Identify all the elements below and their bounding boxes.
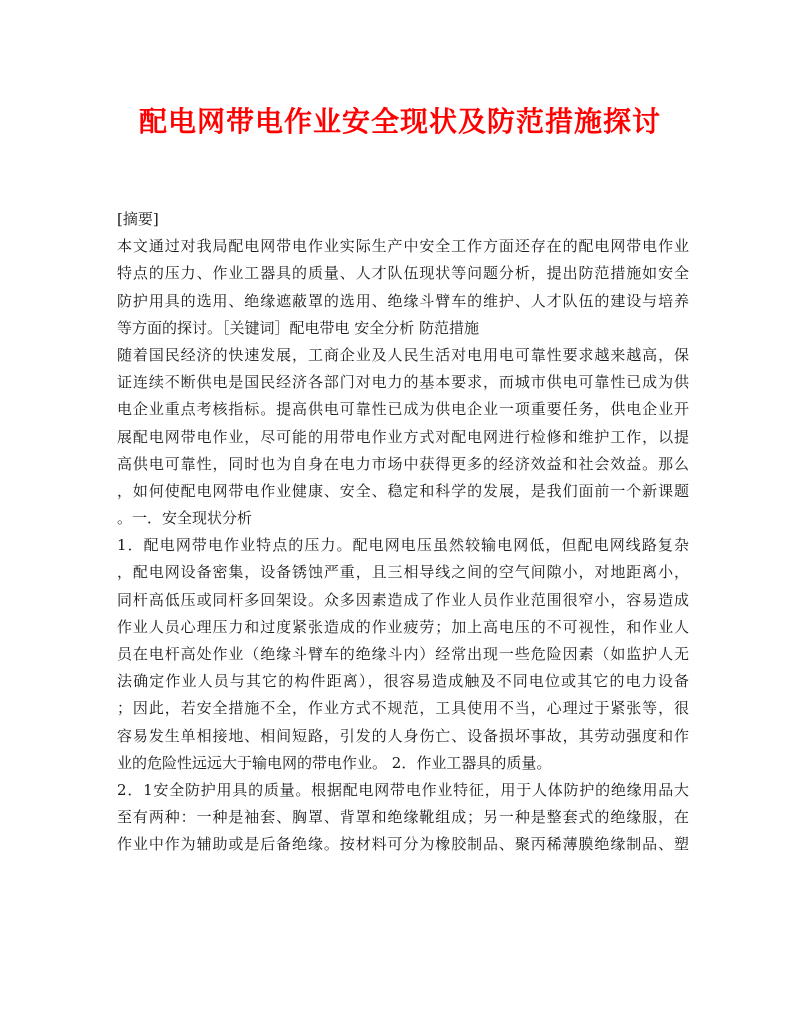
paragraph-line: ，配电网设备密集，设备锈蚀严重，且三相导线之间的空气间隙小，对地距离小， <box>117 563 689 582</box>
paragraph-line: 业的危险性远远大于输电网的带电作业。 2．作业工器具的质量。 <box>117 753 552 772</box>
paragraph-line: 本文通过对我局配电网带电作业实际生产中安全工作方面还存在的配电网带电作业 <box>117 237 689 256</box>
document-title: 配电网带电作业安全现状及防范措施探讨 <box>138 105 661 138</box>
paragraph-line: 等方面的探讨。［关键词］配电带电 安全分析 防范措施 <box>117 318 480 337</box>
paragraph-line: 2．1安全防护用具的质量。根据配电网带电作业特征，用于人体防护的绝缘用品大 <box>117 780 689 799</box>
paragraph-line: 法确定作业人员与其它的构件距离），很容易造成触及不同电位或其它的电力设备 <box>117 672 689 691</box>
abstract-heading: [摘要] <box>117 210 159 228</box>
paragraph-line: 证连续不断供电是国民经济各部门对电力的基本要求，而城市供电可靠性已成为供 <box>117 373 689 392</box>
paragraph-line: 同杆高低压或同杆多回架设。众多因素造成了作业人员作业范围很窄小，容易造成 <box>117 590 689 609</box>
paragraph-line: 员在电杆高处作业（绝缘斗臂车的绝缘斗内）经常出现一些危险因素（如监护人无 <box>117 645 689 663</box>
paragraph-line: ，如何使配电网带电作业健康、安全、稳定和科学的发展，是我们面前一个新课题 <box>117 481 689 500</box>
paragraph-line: 容易发生单相接地、相间短路，引发的人身伤亡、设备损坏事故，其劳动强度和作 <box>117 726 689 745</box>
section-heading: 。一．安全现状分析 <box>117 509 253 528</box>
paragraph-line: 至有两种：一种是袖套、胸罩、背罩和绝缘靴组成；另一种是整套式的绝缘服，在 <box>117 808 689 827</box>
paragraph-line: 1．配电网带电作业特点的压力。配电网电压虽然较输电网低，但配电网线路复杂 <box>117 536 689 555</box>
paragraph-line: 作业中作为辅助或是后备绝缘。按材料可分为橡胶制品、聚丙稀薄膜绝缘制品、塑 <box>117 835 689 854</box>
paragraph-line: 展配电网带电作业，尽可能的用带电作业方式对配电网进行检修和维护工作，以提 <box>117 427 689 446</box>
paragraph-line: 电企业重点考核指标。提高供电可靠性已成为供电企业一项重要任务，供电企业开 <box>117 400 689 419</box>
paragraph-line: 防护用具的选用、绝缘遮蔽罩的选用、绝缘斗臂车的维护、人才队伍的建设与培养 <box>117 291 689 310</box>
paragraph-line: 特点的压力、作业工器具的质量、人才队伍现状等问题分析，提出防范措施如安全 <box>117 264 689 283</box>
paragraph-line: 作业人员心理压力和过度紧张造成的作业疲劳；加上高电压的不可视性，和作业人 <box>117 617 689 636</box>
paragraph-line: 随着国民经济的快速发展，工商企业及人民生活对电用电可靠性要求越来越高，保 <box>117 345 689 364</box>
paragraph-line: 高供电可靠性，同时也为自身在电力市场中获得更多的经济效益和社会效益。那么 <box>117 454 689 473</box>
document-body <box>117 206 689 859</box>
paragraph-line: ；因此，若安全措施不全，作业方式不规范，工具使用不当，心理过于紧张等，很 <box>117 699 689 718</box>
